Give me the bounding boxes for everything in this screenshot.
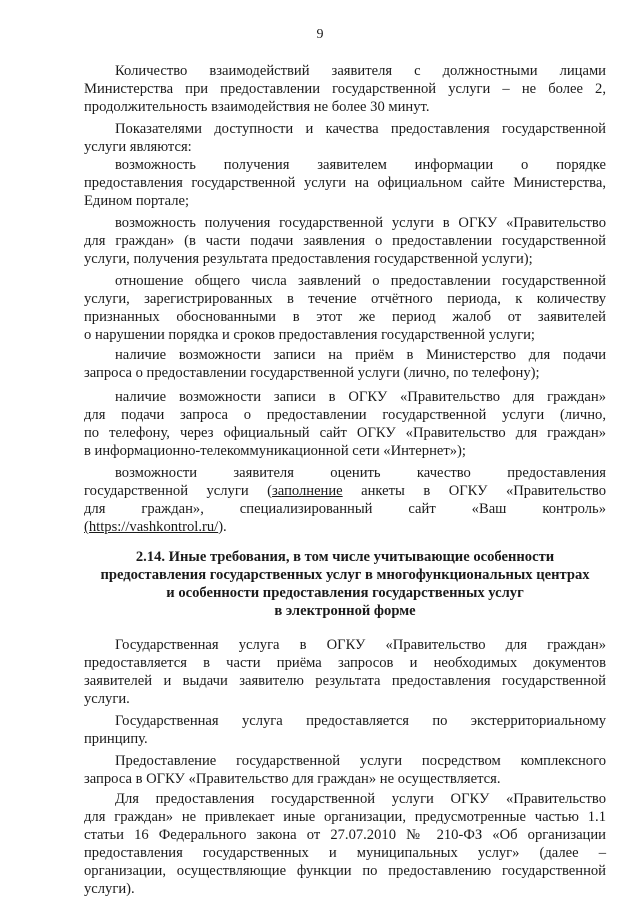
paragraph-line: предоставляется в части приёма запросов и необходимых документов <box>84 655 606 671</box>
paragraph-line: запроса в ОГКУ «Правительство для граждан» не осуществляется. <box>84 771 501 787</box>
paragraph-line <box>84 518 606 536</box>
paragraph-line: для граждан», специализированный сайт «Ваш контроль» <box>84 501 606 517</box>
text-span: ). <box>218 519 227 535</box>
page-number: 9 <box>316 27 324 42</box>
paragraph-line: предоставления государственных и муниципальных услуг» (далее – <box>84 845 606 861</box>
paragraph-line: Предоставление государственной услуги посредством комплексного <box>115 753 606 769</box>
section-heading: 2.14. Иные требования, в том числе учитывающие особенности <box>135 549 555 565</box>
section-heading: и особенности предоставления государственных услуг <box>166 585 524 601</box>
paragraph-line: принципу. <box>84 731 148 747</box>
paragraph-line: организации, осуществляющие функции по предоставлению государственной <box>84 863 606 879</box>
paragraph-line: наличие возможности записи в ОГКУ «Правительство для граждан» <box>115 389 606 405</box>
paragraph-line: в информационно-телекоммуникационной сети «Интернет»); <box>84 443 466 459</box>
paragraph-line: наличие возможности записи на приём в Министерство для подачи <box>115 347 606 363</box>
paragraph-line: услуги, зарегистрированных в течение отчётного периода, к количеству <box>84 291 606 307</box>
paragraph-line: возможность получения государственной услуги в ОГКУ «Правительство <box>115 215 606 231</box>
paragraph-line: о нарушении порядка и сроков предоставления государственной услуги; <box>84 327 535 343</box>
paragraph-line: для граждан» не привлекает иные организации, предусмотренные частью 1.1 <box>84 809 606 825</box>
form-link[interactable]: заполнение <box>272 483 343 499</box>
vashkontrol-link[interactable]: (https://vashkontrol.ru/ <box>84 519 219 535</box>
paragraph-line: возможность получения заявителем информации о порядке <box>115 157 606 173</box>
paragraph-line: Едином портале; <box>84 193 190 209</box>
paragraph-line: Государственная услуга предоставляется по экстерриториальному <box>115 713 606 729</box>
paragraph-line: услуги). <box>84 881 135 897</box>
paragraph-line: по телефону, через официальный сайт ОГКУ «Правительство для граждан» <box>84 425 606 441</box>
text-span: анкеты в ОГКУ «Правительство <box>342 483 606 499</box>
section-heading: в электронной форме <box>274 603 416 619</box>
paragraph-line <box>84 482 606 500</box>
paragraph-line: предоставления государственной услуги на официальном сайте Министерства, <box>84 175 606 191</box>
paragraph-line: признанных обоснованными в этот же период жалоб от заявителей <box>84 309 606 325</box>
paragraph-line: Министерства при предоставлении государственной услуги – не более 2, <box>84 81 606 97</box>
paragraph-line: Государственная услуга в ОГКУ «Правительство для граждан» <box>115 637 606 653</box>
paragraph-line: статьи 16 Федерального закона от 27.07.2010 № 210-ФЗ «Об организации <box>84 827 606 843</box>
paragraph-line: запроса о предоставлении государственной услуги (лично, по телефону); <box>84 365 540 381</box>
paragraph-line: услуги, получения результата предоставления государственной услуги); <box>84 251 533 267</box>
text-span: государственной услуги ( <box>84 483 273 499</box>
paragraph-line: продолжительность взаимодействия не более 30 минут. <box>84 99 430 115</box>
paragraph-line: Показателями доступности и качества предоставления государственной <box>115 121 606 137</box>
paragraph-line: Для предоставления государственной услуги ОГКУ «Правительство <box>115 791 606 807</box>
section-heading: предоставления государственных услуг в многофункциональных центрах <box>100 567 590 583</box>
paragraph-line: услуги являются: <box>84 139 192 155</box>
paragraph-line: Количество взаимодействий заявителя с должностными лицами <box>115 63 606 79</box>
paragraph-line: для подачи запроса о предоставлении государственной услуги (лично, <box>84 407 606 423</box>
paragraph-line: для граждан» (в части подачи заявления о предоставлении государственной <box>84 233 606 249</box>
paragraph-line: заявителей и выдачи заявителю результата предоставления государственной <box>84 673 606 689</box>
paragraph-line: отношение общего числа заявлений о предоставлении государственной <box>115 273 606 289</box>
paragraph-line: возможности заявителя оценить качество предоставления <box>115 465 606 481</box>
paragraph-line: услуги. <box>84 691 130 707</box>
